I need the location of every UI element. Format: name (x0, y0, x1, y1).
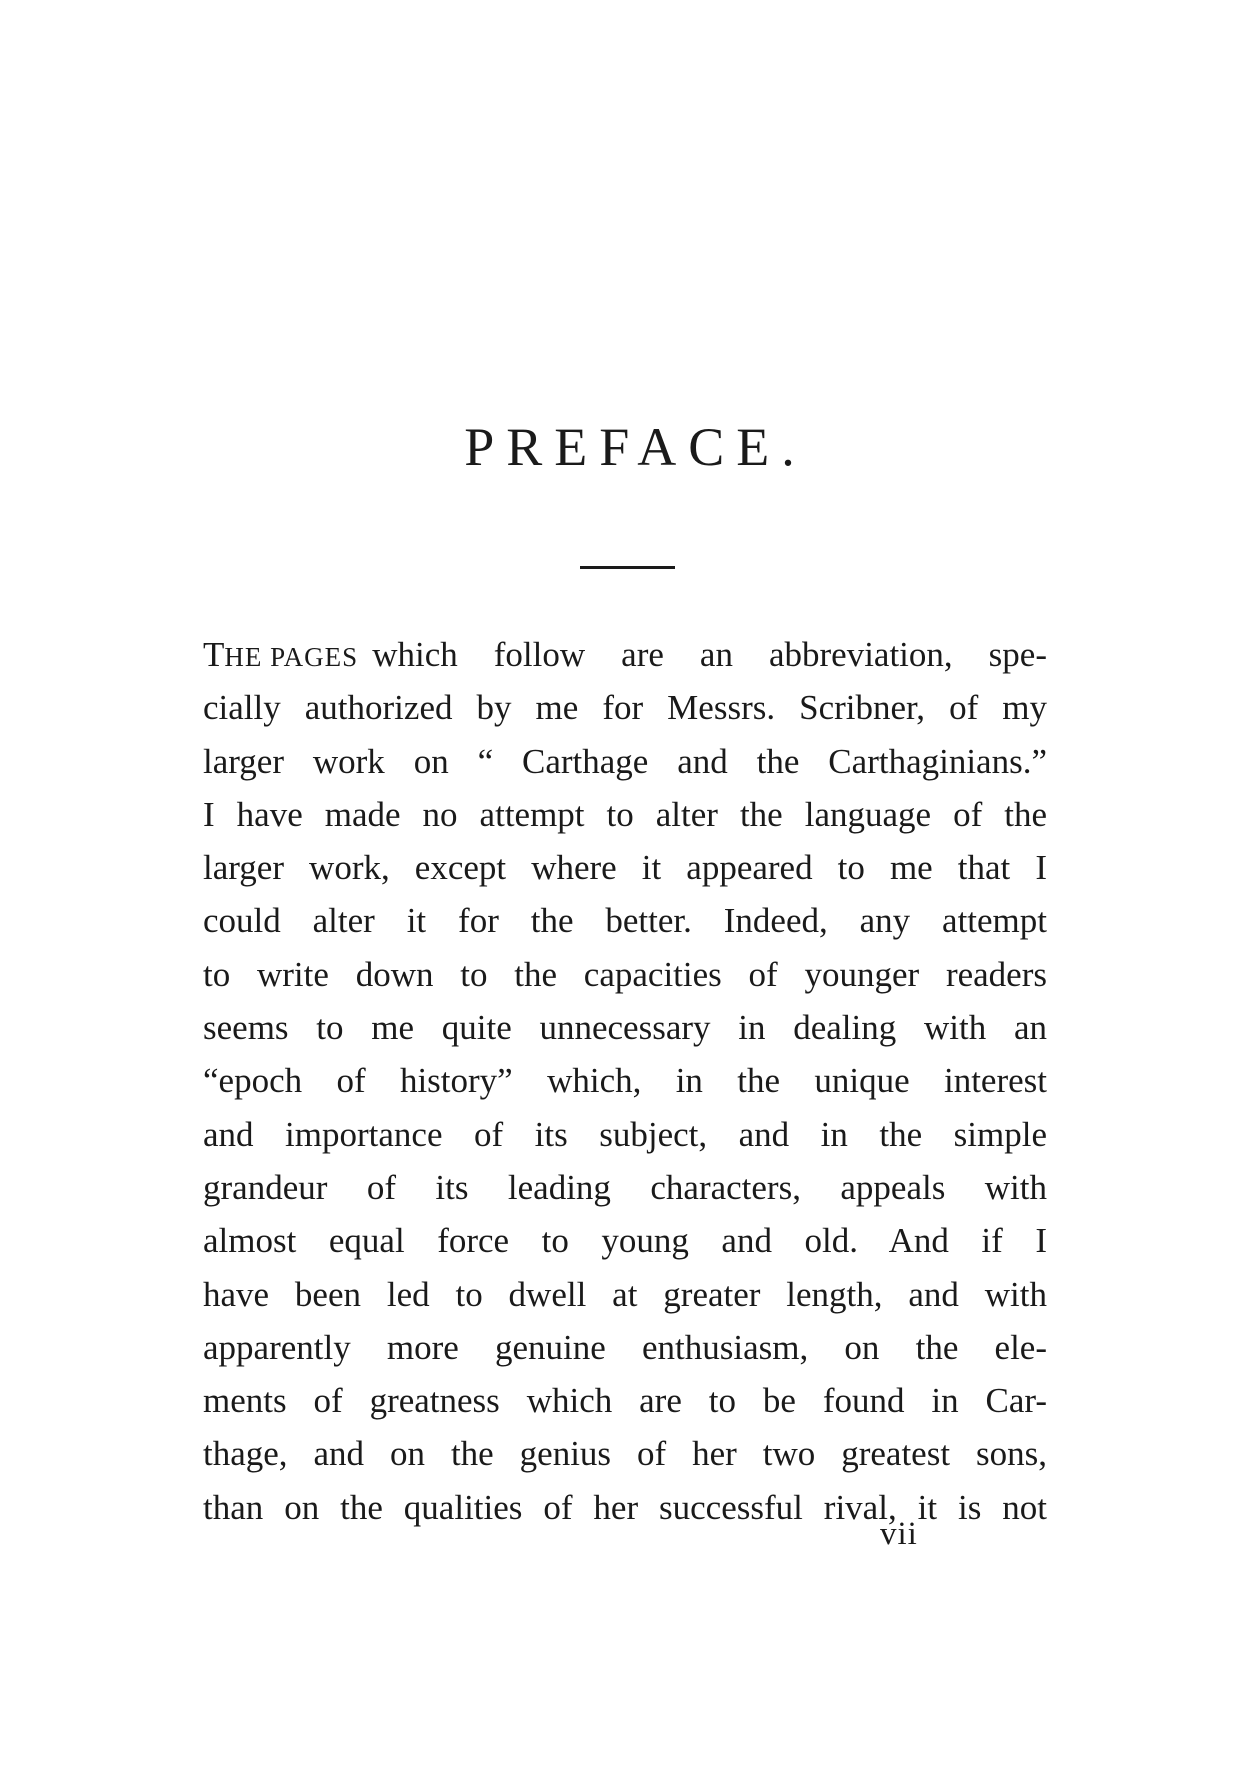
paragraph-line: seems to me quite unnecessary in dealing with an (203, 1008, 1047, 1048)
paragraph-line: almost equal force to young and old. And if I (203, 1221, 1047, 1261)
line-text: which follow are an abbreviation, spe- (372, 635, 1047, 674)
paragraph-line: to write down to the capacities of younger readers (203, 954, 1047, 994)
lead-in-small-caps: THE PAGES (203, 635, 359, 674)
title-rule (580, 566, 675, 569)
page-title: PREFACE. (464, 417, 807, 477)
paragraph-line: “epoch of history” which, in the unique interest (203, 1061, 1047, 1101)
paragraph-line: larger work, except where it appeared to me that I (203, 848, 1047, 888)
paragraph-line (203, 628, 1047, 681)
paragraph-line: apparently more genuine enthusiasm, on the ele- (203, 1327, 1047, 1367)
paragraph-line: could alter it for the better. Indeed, any attempt (203, 901, 1047, 941)
paragraph-line: and importance of its subject, and in the simple (203, 1114, 1047, 1154)
paragraph-line: larger work on “ Carthage and the Carthaginians.” (203, 741, 1047, 781)
paragraph-line: have been led to dwell at greater length, and with (203, 1274, 1047, 1314)
preface-body (203, 628, 1047, 1534)
paragraph-line: ments of greatness which are to be found in Car- (203, 1381, 1047, 1421)
paragraph-line: I have made no attempt to alter the language of the (203, 794, 1047, 834)
paragraph-line: than on the qualities of her successful rival, it is not (203, 1487, 1047, 1527)
page-number: vii (880, 1516, 918, 1552)
paragraph-line: thage, and on the genius of her two greatest sons, (203, 1434, 1047, 1474)
paragraph-line: grandeur of its leading characters, appeals with (203, 1167, 1047, 1207)
paragraph-line: cially authorized by me for Messrs. Scribner, of my (203, 688, 1047, 728)
